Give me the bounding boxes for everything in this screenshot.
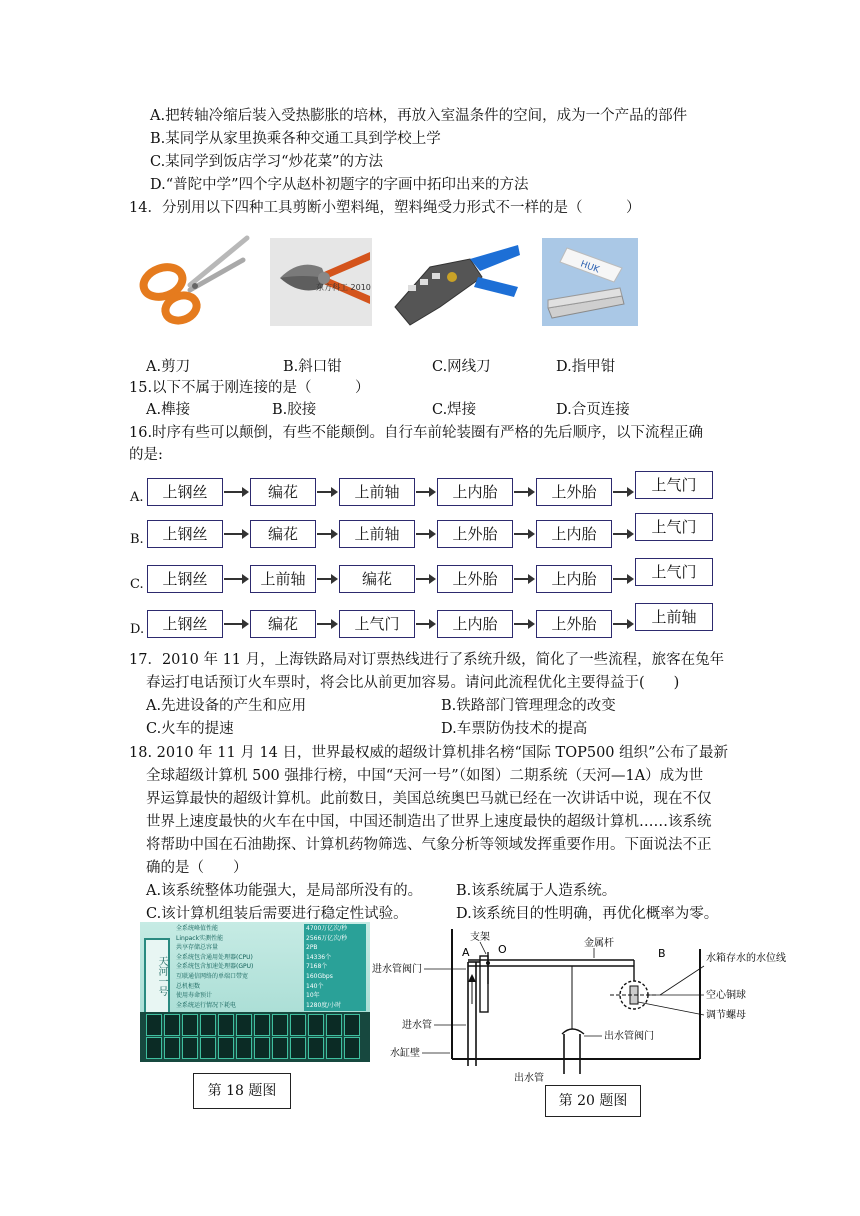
server-cabinet (200, 1037, 216, 1059)
spec-label: 使用寿命预计 (176, 992, 213, 1000)
tianhe-side-title: 天河一号 (144, 938, 170, 1014)
spec-label: 互联通信网络的单端口带宽 (176, 973, 249, 980)
spec-label: 全系统运行情况下耗电 (176, 1001, 237, 1009)
server-cabinet (146, 1014, 162, 1036)
q18-stem-line4: 世界上速度最快的火车在中国，中国还制造出了世界上速度最快的超级计算机……该系统 (146, 814, 712, 830)
flow-arrow-icon (416, 491, 434, 493)
server-cabinet (308, 1037, 324, 1059)
server-cabinet (200, 1014, 216, 1036)
flow-arrow-icon (317, 533, 336, 535)
q18-option-d: D.该系统目的性明确，再优化概率为零。 (456, 906, 719, 922)
spec-row (176, 953, 366, 963)
flow-arrow-icon (416, 533, 434, 535)
server-cabinet (290, 1037, 306, 1059)
label-bracket: 支架 (470, 932, 490, 943)
spec-row (176, 991, 366, 1001)
label-outlet-pipe: 出水管 (514, 1073, 544, 1084)
spec-value: 4700万亿次/秒 (304, 924, 366, 934)
spec-row (176, 943, 366, 953)
tianhe-supercomputer-image (140, 922, 370, 1062)
flow-step-box: 上内胎 (536, 520, 612, 548)
q13-option-c: C.某同学到饭店学习“炒花菜”的方法 (150, 154, 384, 170)
q14-option-a: A.剪刀 (146, 359, 191, 375)
server-cabinet (236, 1037, 252, 1059)
q15-option-c: C.焊接 (432, 402, 477, 418)
label-hollow-ball: 空心铜球 (706, 990, 746, 1001)
q15-option-d: D.合页连接 (556, 402, 630, 418)
q18-options-row1 (146, 881, 766, 901)
q18-stem-line2: 全球超级计算机 500 强排行榜，中国“天河一号”（如图）二期系统（天河—1A）成为世 (146, 768, 704, 784)
spec-label: 全系统包含通用处理器(CPU) (176, 953, 253, 961)
flow-arrow-icon (514, 533, 533, 535)
flow-step-box: 上内胎 (536, 565, 612, 593)
label-inlet-pipe: 进水管 (402, 1020, 432, 1031)
q14-stem: 14．分别用以下四种工具剪断小塑料绳，塑料绳受力形式不一样的是（ ） (129, 200, 641, 216)
flow-step-box: 上钢丝 (147, 520, 223, 548)
server-cabinet (236, 1014, 252, 1036)
server-cabinet (272, 1037, 288, 1059)
flow-arrow-icon (416, 623, 434, 625)
q16-stem-line2: 的是: (129, 447, 163, 463)
flow-step-box: 上外胎 (536, 478, 612, 506)
q18-options-row2 (146, 904, 766, 924)
server-cabinet (326, 1037, 342, 1059)
spec-row (176, 1001, 366, 1011)
flow-row-c (130, 565, 720, 595)
flow-arrow-icon (224, 578, 247, 580)
label-metal-rod: 金属杆 (584, 938, 614, 949)
flow-step-box: 上前轴 (635, 603, 713, 631)
q14-option-b: B.斜口钳 (283, 359, 342, 375)
q17-option-d: D.车票防伪技术的提高 (441, 721, 588, 737)
flow-step-box: 上气门 (635, 471, 713, 499)
spec-value: 140个 (304, 982, 366, 992)
flow-arrow-icon (317, 623, 336, 625)
spec-value: 2566万亿次/秒 (304, 934, 366, 944)
server-cabinet (308, 1014, 324, 1036)
spec-row (176, 934, 366, 944)
server-cabinet (164, 1014, 180, 1036)
q18-stem-line6: 确的是（ ） (146, 860, 248, 876)
server-cabinet (290, 1014, 306, 1036)
spec-row (176, 972, 366, 982)
flow-step-box: 编花 (339, 565, 415, 593)
flow-step-box: 编花 (250, 610, 316, 638)
server-cabinet (182, 1014, 198, 1036)
flow-arrow-icon (317, 578, 336, 580)
flow-row-letter: D. (130, 622, 145, 637)
spec-label: 全系统包含加速处理器(GPU) (176, 963, 254, 971)
flow-step-box: 上外胎 (536, 610, 612, 638)
q14-options (146, 357, 746, 377)
pliers-watermark: 东方科工 2010 (316, 283, 371, 292)
svg-text:HUK: HUK (578, 259, 601, 276)
scissors-image (135, 230, 250, 328)
label-outlet-valve: 出水管阀门 (604, 1031, 654, 1042)
q18-stem-line5: 将帮助中国在石油勘探、计算机药物筛选、气象分析等领域发挥重要作用。下面说法不正 (146, 837, 712, 853)
server-cabinet (182, 1037, 198, 1059)
flow-step-box: 上内胎 (437, 478, 513, 506)
label-point-b: B (658, 947, 666, 960)
server-cabinet (218, 1014, 234, 1036)
flow-row-d (130, 610, 720, 640)
q13-option-a: A.把转轴冷缩后装入受热膨胀的培林，再放入室温条件的空间，成为一个产品的部件 (150, 108, 688, 124)
flow-arrow-icon (514, 578, 533, 580)
fig20-caption: 第 20 题图 (545, 1085, 641, 1117)
flow-step-box: 上外胎 (437, 520, 513, 548)
server-cabinet (344, 1014, 360, 1036)
flow-step-box: 上前轴 (250, 565, 316, 593)
flow-step-box: 编花 (250, 520, 316, 548)
flow-arrow-icon (224, 623, 247, 625)
q17-option-b: B.铁路部门管理理念的改变 (441, 698, 616, 714)
nail-clipper-image (542, 238, 638, 326)
flow-arrow-icon (416, 578, 434, 580)
spec-label: Linpack实测性能 (176, 934, 224, 942)
q15-options (146, 400, 746, 420)
flow-row-letter: C. (130, 577, 144, 592)
flow-arrow-icon (613, 623, 632, 625)
q18-option-c: C.该计算机组装后需要进行稳定性试验。 (146, 906, 408, 922)
fig18-caption: 第 18 题图 (193, 1073, 291, 1109)
spec-label: 总机柜数 (176, 982, 201, 990)
q17-stem-line1: 17．2010 年 11 月，上海铁路局对订票热线进行了系统升级，简化了一些流程，旅客在兔年 (129, 652, 725, 668)
spec-value: 7168个 (304, 962, 366, 972)
server-cabinet (254, 1037, 270, 1059)
flow-step-box: 上钢丝 (147, 565, 223, 593)
label-point-o: O (498, 943, 507, 956)
flow-arrow-icon (613, 578, 632, 580)
q17-option-a: A.先进设备的产生和应用 (146, 698, 307, 714)
water-tank-diagram (372, 924, 792, 1084)
q18-option-b: B.该系统属于人造系统。 (456, 883, 617, 899)
spec-label: 全系统峰值性能 (176, 925, 219, 932)
flow-arrow-icon (514, 623, 533, 625)
crimping-tool-image (390, 237, 522, 333)
spec-value: 160Gbps (304, 972, 366, 982)
outlet-valve (562, 1029, 584, 1034)
spec-value: 10年 (304, 991, 366, 1001)
flow-row-b (130, 520, 720, 550)
q13-option-b: B.某同学从家里换乘各种交通工具到学校上学 (150, 131, 441, 147)
flow-row-letter: A. (130, 490, 144, 505)
flow-step-box: 上气门 (339, 610, 415, 638)
spec-row (176, 924, 366, 934)
flow-arrow-icon (514, 491, 533, 493)
spec-value: 2PB (304, 943, 366, 953)
flow-row-a (130, 478, 720, 508)
spec-row (176, 982, 366, 992)
flow-row-letter: B. (130, 532, 144, 547)
flow-step-box: 上外胎 (437, 565, 513, 593)
flow-step-box: 上钢丝 (147, 610, 223, 638)
label-tank-wall: 水缸壁 (390, 1048, 420, 1059)
flow-step-box: 上钢丝 (147, 478, 223, 506)
q15-stem: 15.以下不属于刚连接的是（ ） (129, 380, 370, 396)
flow-arrow-icon (317, 491, 336, 493)
label-adjust-nut: 调节螺母 (706, 1010, 746, 1021)
q16-stem-line1: 16.时序有些可以颠倒，有些不能颠倒。自行车前轮装圈有严格的先后顺序，以下流程正确 (129, 425, 704, 441)
diagonal-pliers-image (270, 238, 372, 326)
server-cabinet (272, 1014, 288, 1036)
q17-options-row1 (146, 696, 746, 716)
q17-stem-line2: 春运打电话预订火车票时，将会比从前更加容易。请问此流程优化主要得益于( ) (146, 675, 680, 691)
server-cabinet (344, 1037, 360, 1059)
flow-arrow-icon (224, 491, 247, 493)
flow-arrow-icon (224, 533, 247, 535)
q18-option-a: A.该系统整体功能强大，是局部所没有的。 (146, 883, 423, 899)
spec-value: 1280度/小时 (304, 1001, 366, 1011)
label-water-level: 水箱存水的水位线 (706, 953, 786, 964)
server-cabinet (164, 1037, 180, 1059)
server-cabinet (218, 1037, 234, 1059)
flow-step-box: 上内胎 (437, 610, 513, 638)
q13-option-d: D.“普陀中学”四个字从赵朴初题字的字画中拓印出来的方法 (150, 177, 529, 193)
q15-option-b: B.胶接 (272, 402, 317, 418)
q18-stem-line1: 18. 2010 年 11 月 14 日，世界最权威的超级计算机排名榜“国际 TOP500 组织”公布了最新 (129, 745, 729, 761)
flow-step-box: 上前轴 (339, 520, 415, 548)
flow-step-box: 上气门 (635, 558, 713, 586)
spec-value: 14336个 (304, 953, 366, 963)
flow-arrow-icon (613, 533, 632, 535)
flow-step-box: 编花 (250, 478, 316, 506)
server-cabinet (146, 1037, 162, 1059)
q17-options-row2 (146, 719, 746, 739)
spec-row (176, 962, 366, 972)
flow-step-box: 上气门 (635, 513, 713, 541)
spec-label: 共享存储总容量 (176, 944, 219, 952)
server-cabinet (326, 1014, 342, 1036)
q14-option-c: C.网线刀 (432, 359, 491, 375)
label-inlet-valve: 进水管阀门 (372, 964, 422, 975)
flow-arrow-icon (613, 491, 632, 493)
q15-option-a: A.榫接 (146, 402, 191, 418)
server-cabinet (254, 1014, 270, 1036)
flow-step-box: 上前轴 (339, 478, 415, 506)
q17-option-c: C.火车的提速 (146, 721, 234, 737)
q14-option-d: D.指甲钳 (556, 359, 616, 375)
q18-stem-line3: 界运算最快的超级计算机。此前数日，美国总统奥巴马就已经在一次讲话中说，现在不仅 (146, 791, 712, 807)
label-point-a: A (462, 946, 470, 959)
